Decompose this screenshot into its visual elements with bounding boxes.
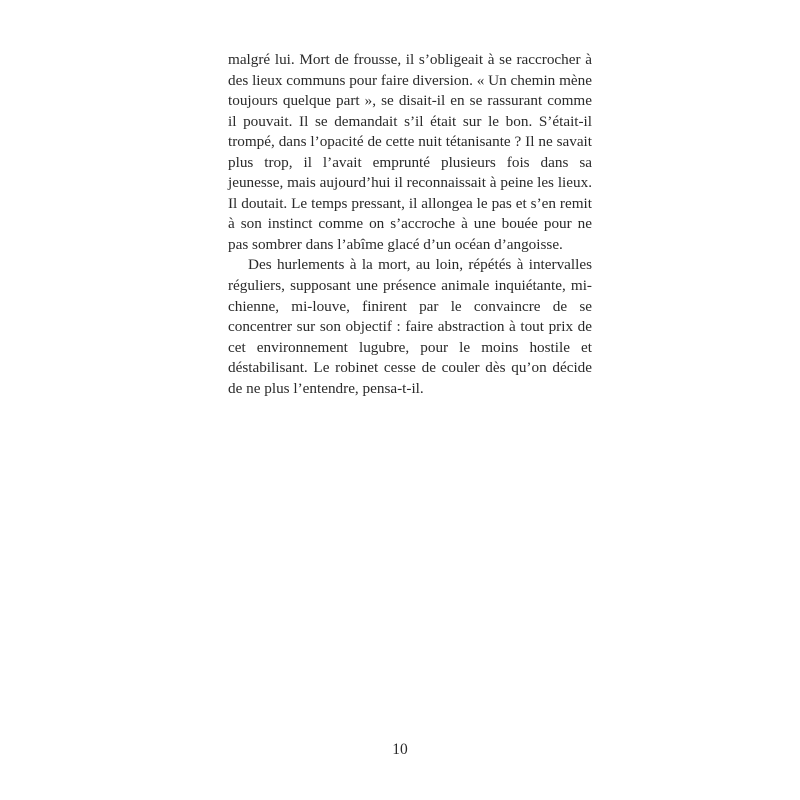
paragraph-1: malgré lui. Mort de frousse, il s’obligeait à se raccrocher à des lieux communs pour faire diversion. « Un chemin mène toujours quelque part », se disait-il en se rassurant comme il pouvait. Il se demandait s’il était sur le bon. S’était-il trompé, dans l’opacité de cette nuit tétanisante ? Il ne savait plus trop, il l’avait emprunté plusieurs fois dans sa jeunesse, mais aujourd’hui il reconnaissait à peine les lieux. Il doutait. Le temps pressant, il allongea le pas et s’en remit à son instinct comme on s’accroche à une bouée pour ne pas sombrer dans l’abîme glacé d’un océan d’angoisse. <box>228 51 592 253</box>
body-text <box>228 50 592 399</box>
page-number: 10 <box>392 741 408 758</box>
paragraph-2: Des hurlements à la mort, au loin, répétés à intervalles réguliers, supposant une présence animale inquiétante, mi-chienne, mi-louve, finirent par le convaincre de se concentrer sur son objectif : faire abstraction à tout prix de cet environnement lugubre, pour le moins hostile et déstabilisant. Le robinet cesse de couler dès qu’on décide de ne plus l’entendre, pensa-t-il. <box>228 256 592 397</box>
